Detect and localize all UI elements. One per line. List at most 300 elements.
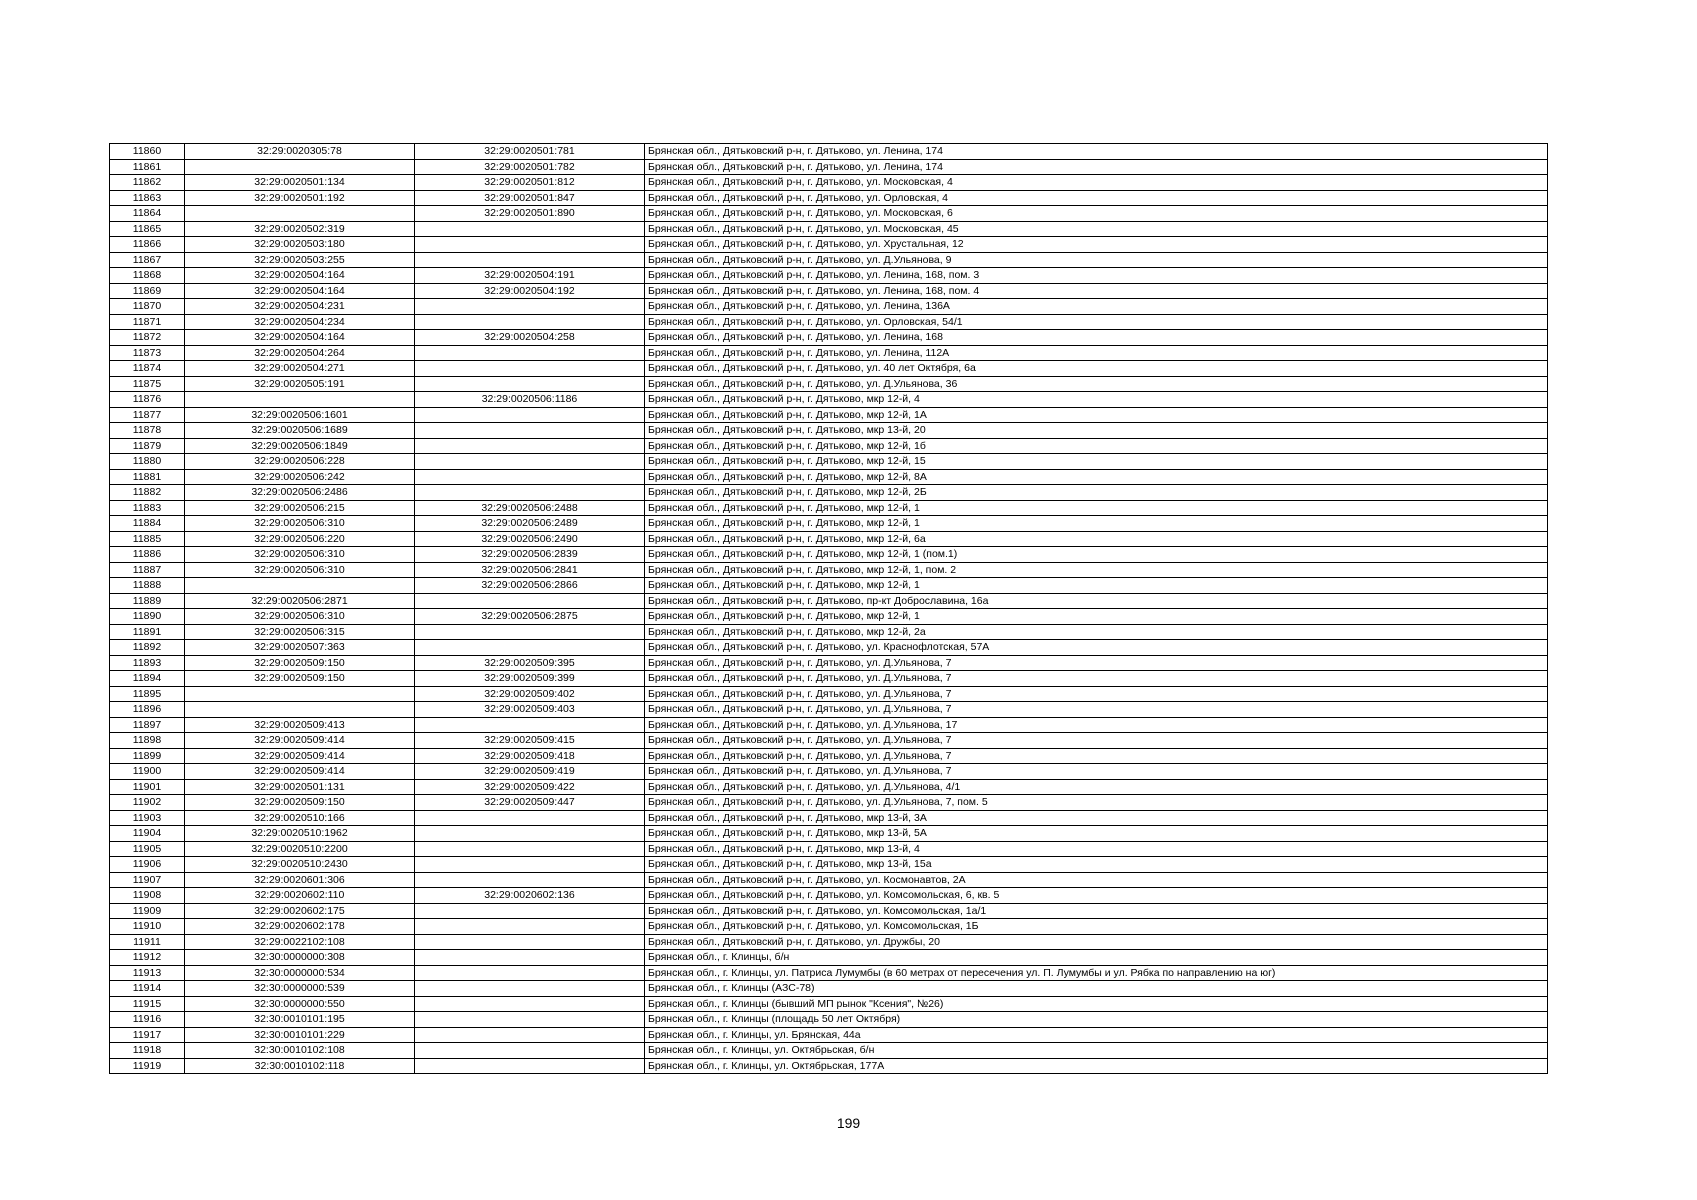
object-cadastral-number-cell [415, 423, 645, 439]
address-cell: Брянская обл., г. Клинцы (бывший МП рынок "Ксения", №26) [645, 996, 1548, 1012]
cadastral-number-cell: 32:29:0020602:175 [185, 903, 415, 919]
cadastral-number-cell: 32:29:0020504:264 [185, 345, 415, 361]
cadastral-number-cell: 32:29:0020510:2200 [185, 841, 415, 857]
cadastral-number-cell: 32:29:0020506:310 [185, 516, 415, 532]
cadastral-number-cell: 32:29:0020506:315 [185, 624, 415, 640]
row-number-cell: 11899 [110, 748, 185, 764]
cadastral-number-cell: 32:29:0020509:414 [185, 748, 415, 764]
cadastral-number-cell: 32:29:0020503:255 [185, 252, 415, 268]
cadastral-number-cell: 32:29:0020506:220 [185, 531, 415, 547]
address-cell: Брянская обл., Дятьковский р-н, г. Дятьково, ул. Московская, 4 [645, 175, 1548, 191]
address-cell: Брянская обл., Дятьковский р-н, г. Дятьково, мкр 13-й, 4 [645, 841, 1548, 857]
table-row [110, 1043, 1548, 1059]
object-cadastral-number-cell: 32:29:0020509:395 [415, 655, 645, 671]
address-cell: Брянская обл., Дятьковский р-н, г. Дятьково, ул. Дружбы, 20 [645, 934, 1548, 950]
row-number-cell: 11870 [110, 299, 185, 315]
cadastral-number-cell: 32:29:0020504:234 [185, 314, 415, 330]
row-number-cell: 11898 [110, 733, 185, 749]
address-cell: Брянская обл., Дятьковский р-н, г. Дятьково, мкр 12-й, 1, пом. 2 [645, 562, 1548, 578]
table-row [110, 888, 1548, 904]
cadastral-number-cell: 32:29:0020506:310 [185, 547, 415, 563]
row-number-cell: 11900 [110, 764, 185, 780]
cadastral-number-cell: 32:29:0020506:310 [185, 562, 415, 578]
cadastral-number-cell: 32:29:0020504:164 [185, 268, 415, 284]
object-cadastral-number-cell [415, 810, 645, 826]
object-cadastral-number-cell [415, 469, 645, 485]
row-number-cell: 11916 [110, 1012, 185, 1028]
object-cadastral-number-cell: 32:29:0020504:191 [415, 268, 645, 284]
table-row [110, 857, 1548, 873]
table-row [110, 516, 1548, 532]
row-number-cell: 11887 [110, 562, 185, 578]
cadastral-number-cell: 32:29:0020504:164 [185, 283, 415, 299]
cadastral-number-cell: 32:30:0000000:539 [185, 981, 415, 997]
object-cadastral-number-cell [415, 981, 645, 997]
cadastral-number-cell: 32:29:0020509:150 [185, 795, 415, 811]
cadastral-number-cell: 32:29:0020510:2430 [185, 857, 415, 873]
row-number-cell: 11882 [110, 485, 185, 501]
row-number-cell: 11886 [110, 547, 185, 563]
cadastral-number-cell: 32:29:0020504:164 [185, 330, 415, 346]
table-row [110, 640, 1548, 656]
object-cadastral-number-cell [415, 237, 645, 253]
object-cadastral-number-cell: 32:29:0020506:2866 [415, 578, 645, 594]
cadastral-number-cell: 32:29:0020506:215 [185, 500, 415, 516]
address-cell: Брянская обл., Дятьковский р-н, г. Дятьково, мкр 12-й, 6а [645, 531, 1548, 547]
row-number-cell: 11901 [110, 779, 185, 795]
table-row [110, 1012, 1548, 1028]
cadastral-number-cell: 32:30:0010102:108 [185, 1043, 415, 1059]
cadastral-number-cell: 32:30:0010102:118 [185, 1058, 415, 1074]
address-cell: Брянская обл., Дятьковский р-н, г. Дятьково, ул. Комсомольская, 1Б [645, 919, 1548, 935]
object-cadastral-number-cell [415, 1012, 645, 1028]
object-cadastral-number-cell [415, 1058, 645, 1074]
address-cell: Брянская обл., Дятьковский р-н, г. Дятьково, ул. Д.Ульянова, 7 [645, 671, 1548, 687]
object-cadastral-number-cell [415, 454, 645, 470]
row-number-cell: 11883 [110, 500, 185, 516]
table-row [110, 1058, 1548, 1074]
address-cell: Брянская обл., г. Клинцы, ул. Брянская, 44а [645, 1027, 1548, 1043]
table-row [110, 950, 1548, 966]
row-number-cell: 11872 [110, 330, 185, 346]
cadastral-number-cell: 32:30:0010101:195 [185, 1012, 415, 1028]
table-row [110, 903, 1548, 919]
row-number-cell: 11879 [110, 438, 185, 454]
table-row [110, 655, 1548, 671]
object-cadastral-number-cell [415, 314, 645, 330]
table-row [110, 624, 1548, 640]
object-cadastral-number-cell: 32:29:0020509:403 [415, 702, 645, 718]
cadastral-number-cell: 32:29:0020509:413 [185, 717, 415, 733]
table-row [110, 748, 1548, 764]
address-cell: Брянская обл., Дятьковский р-н, г. Дятьково, мкр 12-й, 15 [645, 454, 1548, 470]
object-cadastral-number-cell [415, 624, 645, 640]
address-cell: Брянская обл., Дятьковский р-н, г. Дятьково, мкр 12-й, 8А [645, 469, 1548, 485]
cadastral-number-cell: 32:29:0020506:2486 [185, 485, 415, 501]
object-cadastral-number-cell [415, 345, 645, 361]
object-cadastral-number-cell: 32:29:0020509:422 [415, 779, 645, 795]
table-row [110, 252, 1548, 268]
row-number-cell: 11867 [110, 252, 185, 268]
row-number-cell: 11878 [110, 423, 185, 439]
row-number-cell: 11873 [110, 345, 185, 361]
address-cell: Брянская обл., Дятьковский р-н, г. Дятьково, ул. Ленина, 168, пом. 4 [645, 283, 1548, 299]
cadastral-number-cell [185, 392, 415, 408]
cadastral-number-cell: 32:29:0020509:414 [185, 764, 415, 780]
table-row [110, 531, 1548, 547]
address-cell: Брянская обл., Дятьковский р-н, г. Дятьково, мкр 13-й, 3А [645, 810, 1548, 826]
object-cadastral-number-cell: 32:29:0020509:415 [415, 733, 645, 749]
table-row [110, 376, 1548, 392]
table-row [110, 361, 1548, 377]
cadastral-number-cell: 32:29:0020505:191 [185, 376, 415, 392]
address-cell: Брянская обл., Дятьковский р-н, г. Дятьково, ул. Д.Ульянова, 9 [645, 252, 1548, 268]
cadastral-number-cell: 32:29:0020503:180 [185, 237, 415, 253]
row-number-cell: 11896 [110, 702, 185, 718]
address-cell: Брянская обл., Дятьковский р-н, г. Дятьково, ул. 40 лет Октября, 6а [645, 361, 1548, 377]
row-number-cell: 11919 [110, 1058, 185, 1074]
cadastral-number-cell: 32:30:0000000:308 [185, 950, 415, 966]
address-cell: Брянская обл., Дятьковский р-н, г. Дятьково, ул. Комсомольская, 6, кв. 5 [645, 888, 1548, 904]
address-cell: Брянская обл., Дятьковский р-н, г. Дятьково, мкр 12-й, 2а [645, 624, 1548, 640]
address-cell: Брянская обл., Дятьковский р-н, г. Дятьково, ул. Ленина, 174 [645, 159, 1548, 175]
table-row [110, 144, 1548, 160]
row-number-cell: 11874 [110, 361, 185, 377]
address-cell: Брянская обл., Дятьковский р-н, г. Дятьково, ул. Д.Ульянова, 7 [645, 702, 1548, 718]
address-cell: Брянская обл., Дятьковский р-н, г. Дятьково, ул. Д.Ульянова, 7 [645, 655, 1548, 671]
cadastral-number-cell: 32:30:0000000:550 [185, 996, 415, 1012]
row-number-cell: 11903 [110, 810, 185, 826]
object-cadastral-number-cell [415, 252, 645, 268]
object-cadastral-number-cell: 32:29:0020602:136 [415, 888, 645, 904]
table-row [110, 392, 1548, 408]
cadastral-number-cell: 32:30:0000000:534 [185, 965, 415, 981]
address-cell: Брянская обл., Дятьковский р-н, г. Дятьково, ул. Д.Ульянова, 36 [645, 376, 1548, 392]
table-row [110, 175, 1548, 191]
cadastral-number-cell: 32:29:0020506:310 [185, 609, 415, 625]
row-number-cell: 11894 [110, 671, 185, 687]
table-row [110, 919, 1548, 935]
table-row [110, 686, 1548, 702]
cadastral-number-cell [185, 686, 415, 702]
table-row [110, 345, 1548, 361]
address-cell: Брянская обл., г. Клинцы, ул. Патриса Лумумбы (в 60 метрах от пересечения ул. П. Лумумбы и ул. Рябка по направлению на юг) [645, 965, 1548, 981]
address-cell: Брянская обл., Дятьковский р-н, г. Дятьково, ул. Орловская, 4 [645, 190, 1548, 206]
table-row [110, 981, 1548, 997]
table-row [110, 671, 1548, 687]
row-number-cell: 11876 [110, 392, 185, 408]
table-row [110, 438, 1548, 454]
address-cell: Брянская обл., Дятьковский р-н, г. Дятьково, ул. Хрустальная, 12 [645, 237, 1548, 253]
row-number-cell: 11890 [110, 609, 185, 625]
cadastral-number-cell: 32:29:0020502:319 [185, 221, 415, 237]
table-row [110, 454, 1548, 470]
row-number-cell: 11911 [110, 934, 185, 950]
address-cell: Брянская обл., Дятьковский р-н, г. Дятьково, ул. Комсомольская, 1а/1 [645, 903, 1548, 919]
table-row [110, 779, 1548, 795]
object-cadastral-number-cell: 32:29:0020501:847 [415, 190, 645, 206]
row-number-cell: 11866 [110, 237, 185, 253]
row-number-cell: 11897 [110, 717, 185, 733]
table-row [110, 423, 1548, 439]
row-number-cell: 11885 [110, 531, 185, 547]
row-number-cell: 11889 [110, 593, 185, 609]
object-cadastral-number-cell: 32:29:0020509:419 [415, 764, 645, 780]
address-cell: Брянская обл., г. Клинцы (АЗС-78) [645, 981, 1548, 997]
object-cadastral-number-cell [415, 841, 645, 857]
cadastral-number-cell: 32:29:0020506:1849 [185, 438, 415, 454]
object-cadastral-number-cell [415, 965, 645, 981]
table-row [110, 485, 1548, 501]
cadastral-number-cell [185, 159, 415, 175]
object-cadastral-number-cell [415, 950, 645, 966]
object-cadastral-number-cell [415, 1043, 645, 1059]
object-cadastral-number-cell: 32:29:0020501:812 [415, 175, 645, 191]
row-number-cell: 11880 [110, 454, 185, 470]
object-cadastral-number-cell [415, 903, 645, 919]
table-row [110, 826, 1548, 842]
address-cell: Брянская обл., Дятьковский р-н, г. Дятьково, ул. Д.Ульянова, 7 [645, 733, 1548, 749]
address-cell: Брянская обл., Дятьковский р-н, г. Дятьково, мкр 12-й, 1 (пом.1) [645, 547, 1548, 563]
object-cadastral-number-cell: 32:29:0020501:890 [415, 206, 645, 222]
object-cadastral-number-cell [415, 717, 645, 733]
table-row [110, 965, 1548, 981]
cadastral-number-cell: 32:29:0020506:242 [185, 469, 415, 485]
address-cell: Брянская обл., Дятьковский р-н, г. Дятьково, ул. Д.Ульянова, 7 [645, 686, 1548, 702]
cadastral-number-cell: 32:29:0020510:166 [185, 810, 415, 826]
table-row [110, 221, 1548, 237]
address-cell: Брянская обл., Дятьковский р-н, г. Дятьково, ул. Орловская, 54/1 [645, 314, 1548, 330]
object-cadastral-number-cell: 32:29:0020509:447 [415, 795, 645, 811]
address-cell: Брянская обл., г. Клинцы, ул. Октябрьская, б/н [645, 1043, 1548, 1059]
table-row [110, 283, 1548, 299]
table-row [110, 159, 1548, 175]
cadastral-number-cell: 32:29:0020602:110 [185, 888, 415, 904]
cadastral-number-cell: 32:29:0020506:1601 [185, 407, 415, 423]
row-number-cell: 11905 [110, 841, 185, 857]
table-row [110, 609, 1548, 625]
table-row [110, 733, 1548, 749]
row-number-cell: 11917 [110, 1027, 185, 1043]
row-number-cell: 11884 [110, 516, 185, 532]
object-cadastral-number-cell: 32:29:0020506:2488 [415, 500, 645, 516]
cadastral-number-cell [185, 206, 415, 222]
cadastral-number-cell: 32:29:0020506:2871 [185, 593, 415, 609]
address-cell: Брянская обл., Дятьковский р-н, г. Дятьково, пр-кт Доброславина, 16а [645, 593, 1548, 609]
address-cell: Брянская обл., г. Клинцы, б/н [645, 950, 1548, 966]
address-cell: Брянская обл., Дятьковский р-н, г. Дятьково, ул. Московская, 45 [645, 221, 1548, 237]
row-number-cell: 11910 [110, 919, 185, 935]
table-row [110, 299, 1548, 315]
object-cadastral-number-cell: 32:29:0020504:258 [415, 330, 645, 346]
table-row [110, 206, 1548, 222]
address-cell: Брянская обл., Дятьковский р-н, г. Дятьково, мкр 13-й, 20 [645, 423, 1548, 439]
table-row [110, 717, 1548, 733]
row-number-cell: 11912 [110, 950, 185, 966]
cadastral-number-cell: 32:29:0020504:231 [185, 299, 415, 315]
table-row [110, 562, 1548, 578]
object-cadastral-number-cell [415, 826, 645, 842]
object-cadastral-number-cell [415, 485, 645, 501]
object-cadastral-number-cell: 32:29:0020506:1186 [415, 392, 645, 408]
table-row [110, 190, 1548, 206]
row-number-cell: 11861 [110, 159, 185, 175]
table-row [110, 764, 1548, 780]
table-row [110, 500, 1548, 516]
address-cell: Брянская обл., Дятьковский р-н, г. Дятьково, ул. Д.Ульянова, 4/1 [645, 779, 1548, 795]
row-number-cell: 11895 [110, 686, 185, 702]
registry-table-body [110, 144, 1548, 1074]
cadastral-number-cell: 32:29:0020501:192 [185, 190, 415, 206]
object-cadastral-number-cell: 32:29:0020506:2839 [415, 547, 645, 563]
address-cell: Брянская обл., Дятьковский р-н, г. Дятьково, ул. Московская, 6 [645, 206, 1548, 222]
row-number-cell: 11875 [110, 376, 185, 392]
table-row [110, 795, 1548, 811]
object-cadastral-number-cell: 32:29:0020506:2841 [415, 562, 645, 578]
row-number-cell: 11860 [110, 144, 185, 160]
row-number-cell: 11918 [110, 1043, 185, 1059]
address-cell: Брянская обл., Дятьковский р-н, г. Дятьково, мкр 12-й, 1 [645, 516, 1548, 532]
row-number-cell: 11893 [110, 655, 185, 671]
table-row [110, 578, 1548, 594]
address-cell: Брянская обл., Дятьковский р-н, г. Дятьково, ул. Космонавтов, 2А [645, 872, 1548, 888]
object-cadastral-number-cell [415, 361, 645, 377]
object-cadastral-number-cell [415, 593, 645, 609]
object-cadastral-number-cell [415, 919, 645, 935]
cadastral-number-cell: 32:29:0020506:1689 [185, 423, 415, 439]
cadastral-number-cell: 32:29:0020601:306 [185, 872, 415, 888]
table-row [110, 872, 1548, 888]
table-row [110, 330, 1548, 346]
row-number-cell: 11904 [110, 826, 185, 842]
cadastral-number-cell: 32:29:0020509:150 [185, 655, 415, 671]
table-row [110, 996, 1548, 1012]
table-row [110, 593, 1548, 609]
address-cell: Брянская обл., Дятьковский р-н, г. Дятьково, мкр 12-й, 1А [645, 407, 1548, 423]
registry-table [109, 143, 1548, 1074]
row-number-cell: 11914 [110, 981, 185, 997]
object-cadastral-number-cell: 32:29:0020509:399 [415, 671, 645, 687]
object-cadastral-number-cell [415, 221, 645, 237]
object-cadastral-number-cell [415, 857, 645, 873]
cadastral-number-cell: 32:29:0020510:1962 [185, 826, 415, 842]
address-cell: Брянская обл., г. Клинцы, ул. Октябрьская, 177А [645, 1058, 1548, 1074]
cadastral-number-cell: 32:29:0020602:178 [185, 919, 415, 935]
table-row [110, 547, 1548, 563]
object-cadastral-number-cell: 32:29:0020509:418 [415, 748, 645, 764]
table-row [110, 810, 1548, 826]
cadastral-number-cell: 32:29:0022102:108 [185, 934, 415, 950]
address-cell: Брянская обл., Дятьковский р-н, г. Дятьково, мкр 12-й, 2Б [645, 485, 1548, 501]
cadastral-number-cell: 32:29:0020501:131 [185, 779, 415, 795]
address-cell: Брянская обл., Дятьковский р-н, г. Дятьково, ул. Д.Ульянова, 7 [645, 764, 1548, 780]
address-cell: Брянская обл., Дятьковский р-н, г. Дятьково, ул. Ленина, 174 [645, 144, 1548, 160]
row-number-cell: 11877 [110, 407, 185, 423]
table-row [110, 237, 1548, 253]
address-cell: Брянская обл., Дятьковский р-н, г. Дятьково, ул. Д.Ульянова, 17 [645, 717, 1548, 733]
address-cell: Брянская обл., Дятьковский р-н, г. Дятьково, ул. Д.Ульянова, 7 [645, 748, 1548, 764]
page-number: 199 [836, 1115, 861, 1131]
address-cell: Брянская обл., Дятьковский р-н, г. Дятьково, ул. Ленина, 136А [645, 299, 1548, 315]
table-row [110, 934, 1548, 950]
cadastral-number-cell [185, 578, 415, 594]
address-cell: Брянская обл., г. Клинцы (площадь 50 лет Октября) [645, 1012, 1548, 1028]
cadastral-number-cell: 32:29:0020509:414 [185, 733, 415, 749]
table-row [110, 841, 1548, 857]
object-cadastral-number-cell [415, 640, 645, 656]
address-cell: Брянская обл., Дятьковский р-н, г. Дятьково, мкр 12-й, 1 [645, 578, 1548, 594]
object-cadastral-number-cell: 32:29:0020501:781 [415, 144, 645, 160]
object-cadastral-number-cell: 32:29:0020504:192 [415, 283, 645, 299]
address-cell: Брянская обл., Дятьковский р-н, г. Дятьково, мкр 12-й, 1б [645, 438, 1548, 454]
address-cell: Брянская обл., Дятьковский р-н, г. Дятьково, ул. Краснофлотская, 57А [645, 640, 1548, 656]
address-cell: Брянская обл., Дятьковский р-н, г. Дятьково, ул. Д.Ульянова, 7, пом. 5 [645, 795, 1548, 811]
row-number-cell: 11865 [110, 221, 185, 237]
table-row [110, 407, 1548, 423]
object-cadastral-number-cell [415, 376, 645, 392]
object-cadastral-number-cell: 32:29:0020509:402 [415, 686, 645, 702]
address-cell: Брянская обл., Дятьковский р-н, г. Дятьково, ул. Ленина, 168, пом. 3 [645, 268, 1548, 284]
address-cell: Брянская обл., Дятьковский р-н, г. Дятьково, мкр 13-й, 5А [645, 826, 1548, 842]
table-row [110, 268, 1548, 284]
table-row [110, 469, 1548, 485]
object-cadastral-number-cell [415, 438, 645, 454]
address-cell: Брянская обл., Дятьковский р-н, г. Дятьково, мкр 12-й, 4 [645, 392, 1548, 408]
row-number-cell: 11902 [110, 795, 185, 811]
row-number-cell: 11908 [110, 888, 185, 904]
object-cadastral-number-cell: 32:29:0020506:2490 [415, 531, 645, 547]
row-number-cell: 11891 [110, 624, 185, 640]
table-row [110, 1027, 1548, 1043]
cadastral-number-cell: 32:30:0010101:229 [185, 1027, 415, 1043]
table-row [110, 702, 1548, 718]
row-number-cell: 11909 [110, 903, 185, 919]
address-cell: Брянская обл., Дятьковский р-н, г. Дятьково, мкр 13-й, 15а [645, 857, 1548, 873]
object-cadastral-number-cell: 32:29:0020501:782 [415, 159, 645, 175]
cadastral-number-cell: 32:29:0020507:363 [185, 640, 415, 656]
row-number-cell: 11913 [110, 965, 185, 981]
address-cell: Брянская обл., Дятьковский р-н, г. Дятьково, мкр 12-й, 1 [645, 500, 1548, 516]
object-cadastral-number-cell: 32:29:0020506:2489 [415, 516, 645, 532]
row-number-cell: 11907 [110, 872, 185, 888]
row-number-cell: 11915 [110, 996, 185, 1012]
cadastral-number-cell: 32:29:0020501:134 [185, 175, 415, 191]
object-cadastral-number-cell [415, 407, 645, 423]
object-cadastral-number-cell: 32:29:0020506:2875 [415, 609, 645, 625]
object-cadastral-number-cell [415, 1027, 645, 1043]
row-number-cell: 11892 [110, 640, 185, 656]
row-number-cell: 11868 [110, 268, 185, 284]
row-number-cell: 11881 [110, 469, 185, 485]
object-cadastral-number-cell [415, 872, 645, 888]
row-number-cell: 11888 [110, 578, 185, 594]
cadastral-number-cell: 32:29:0020509:150 [185, 671, 415, 687]
row-number-cell: 11871 [110, 314, 185, 330]
table-row [110, 314, 1548, 330]
cadastral-number-cell: 32:29:0020504:271 [185, 361, 415, 377]
address-cell: Брянская обл., Дятьковский р-н, г. Дятьково, ул. Ленина, 168 [645, 330, 1548, 346]
address-cell: Брянская обл., Дятьковский р-н, г. Дятьково, мкр 12-й, 1 [645, 609, 1548, 625]
row-number-cell: 11863 [110, 190, 185, 206]
row-number-cell: 11864 [110, 206, 185, 222]
object-cadastral-number-cell [415, 996, 645, 1012]
cadastral-number-cell: 32:29:0020506:228 [185, 454, 415, 470]
cadastral-number-cell: 32:29:0020305:78 [185, 144, 415, 160]
row-number-cell: 11906 [110, 857, 185, 873]
object-cadastral-number-cell [415, 934, 645, 950]
cadastral-number-cell [185, 702, 415, 718]
row-number-cell: 11862 [110, 175, 185, 191]
